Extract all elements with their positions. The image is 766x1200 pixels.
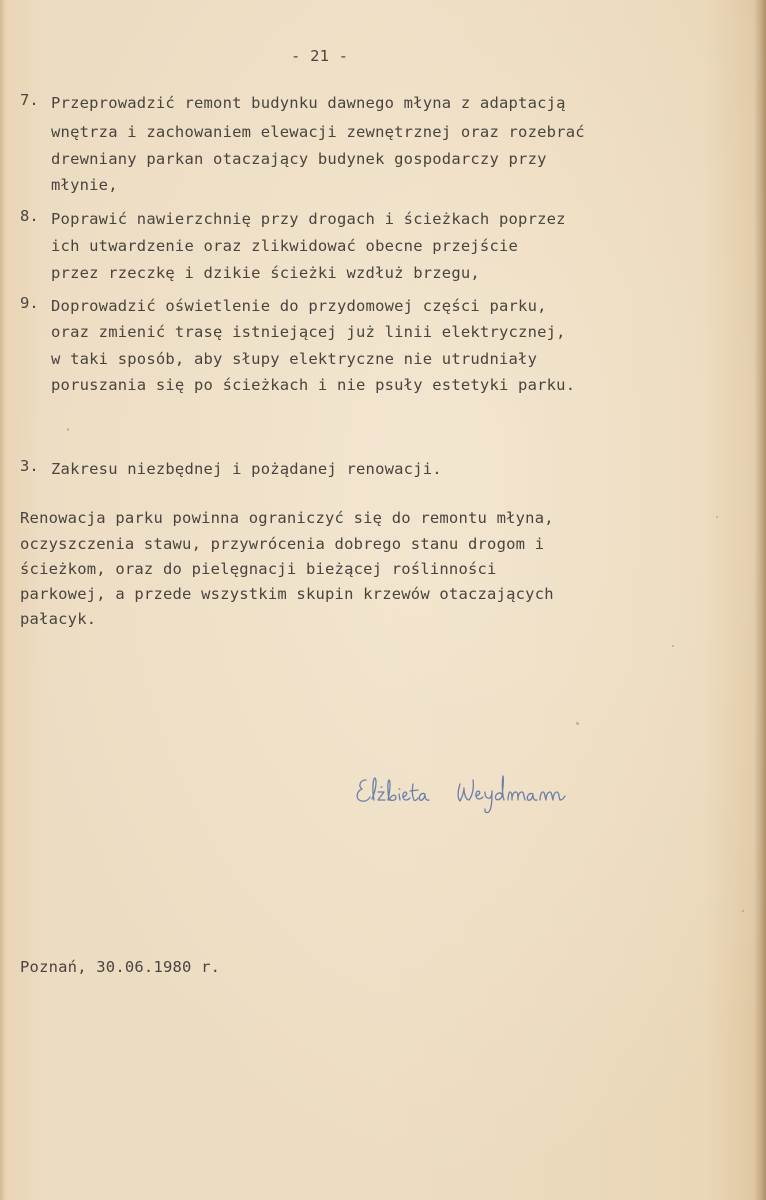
paper-speck xyxy=(67,428,69,431)
item-7-line-2: wnętrza i zachowaniem elewacji zewnętrznej oraz rozebrać xyxy=(51,123,585,141)
paragraph-line-5: pałacyk. xyxy=(20,610,97,628)
item-9-number: 9. xyxy=(20,294,39,312)
section-number: 3. xyxy=(20,457,39,475)
item-9-line-4: poruszania się po ścieżkach i nie psuły estetyki parku. xyxy=(51,376,576,394)
section-heading: Zakresu niezbędnej i pożądanej renowacji. xyxy=(51,460,442,478)
paragraph-line-4: parkowej, a przede wszystkim skupin krzewów otaczających xyxy=(20,585,554,603)
item-7-line-3: drewniany parkan otaczający budynek gospodarczy przy xyxy=(51,150,547,168)
item-7-line-1: Przeprowadzić remont budynku dawnego młyna z adaptacją xyxy=(51,94,566,112)
paragraph-line-3: ścieżkom, oraz do pielęgnacji bieżącej roślinności xyxy=(20,560,497,578)
paper-speck xyxy=(742,910,744,912)
paragraph-line-1: Renowacja parku powinna ograniczyć się do remontu młyna, xyxy=(20,509,554,527)
handwritten-signature xyxy=(352,770,592,816)
item-9-line-1: Doprowadzić oświetlenie do przydomowej części parku, xyxy=(51,297,547,315)
paper-speck xyxy=(716,516,718,518)
page-number: - 21 - xyxy=(291,47,349,65)
item-9-line-2: oraz zmienić trasę istniejącej już linii elektrycznej, xyxy=(51,323,566,341)
item-7-line-4: młynie, xyxy=(51,176,118,194)
paper-edge-shadow xyxy=(754,0,766,1200)
date-line: Poznań, 30.06.1980 r. xyxy=(20,958,221,976)
paper-speck xyxy=(672,645,674,647)
item-8-line-2: ich utwardzenie oraz zlikwidować obecne przejście xyxy=(51,237,519,255)
item-8-line-3: przez rzeczkę i dzikie ścieżki wzdłuż brzegu, xyxy=(51,264,480,282)
item-7-number: 7. xyxy=(20,91,39,109)
item-9-line-3: w taki sposób, aby słupy elektryczne nie utrudniały xyxy=(51,350,538,368)
paragraph-line-2: oczyszczenia stawu, przywrócenia dobrego stanu drogom i xyxy=(20,535,545,553)
item-8-number: 8. xyxy=(20,207,39,225)
paper-speck xyxy=(576,722,579,725)
item-8-line-1: Poprawić nawierzchnię przy drogach i ścieżkach poprzez xyxy=(51,210,566,228)
paper-fold-shadow xyxy=(0,0,6,1200)
